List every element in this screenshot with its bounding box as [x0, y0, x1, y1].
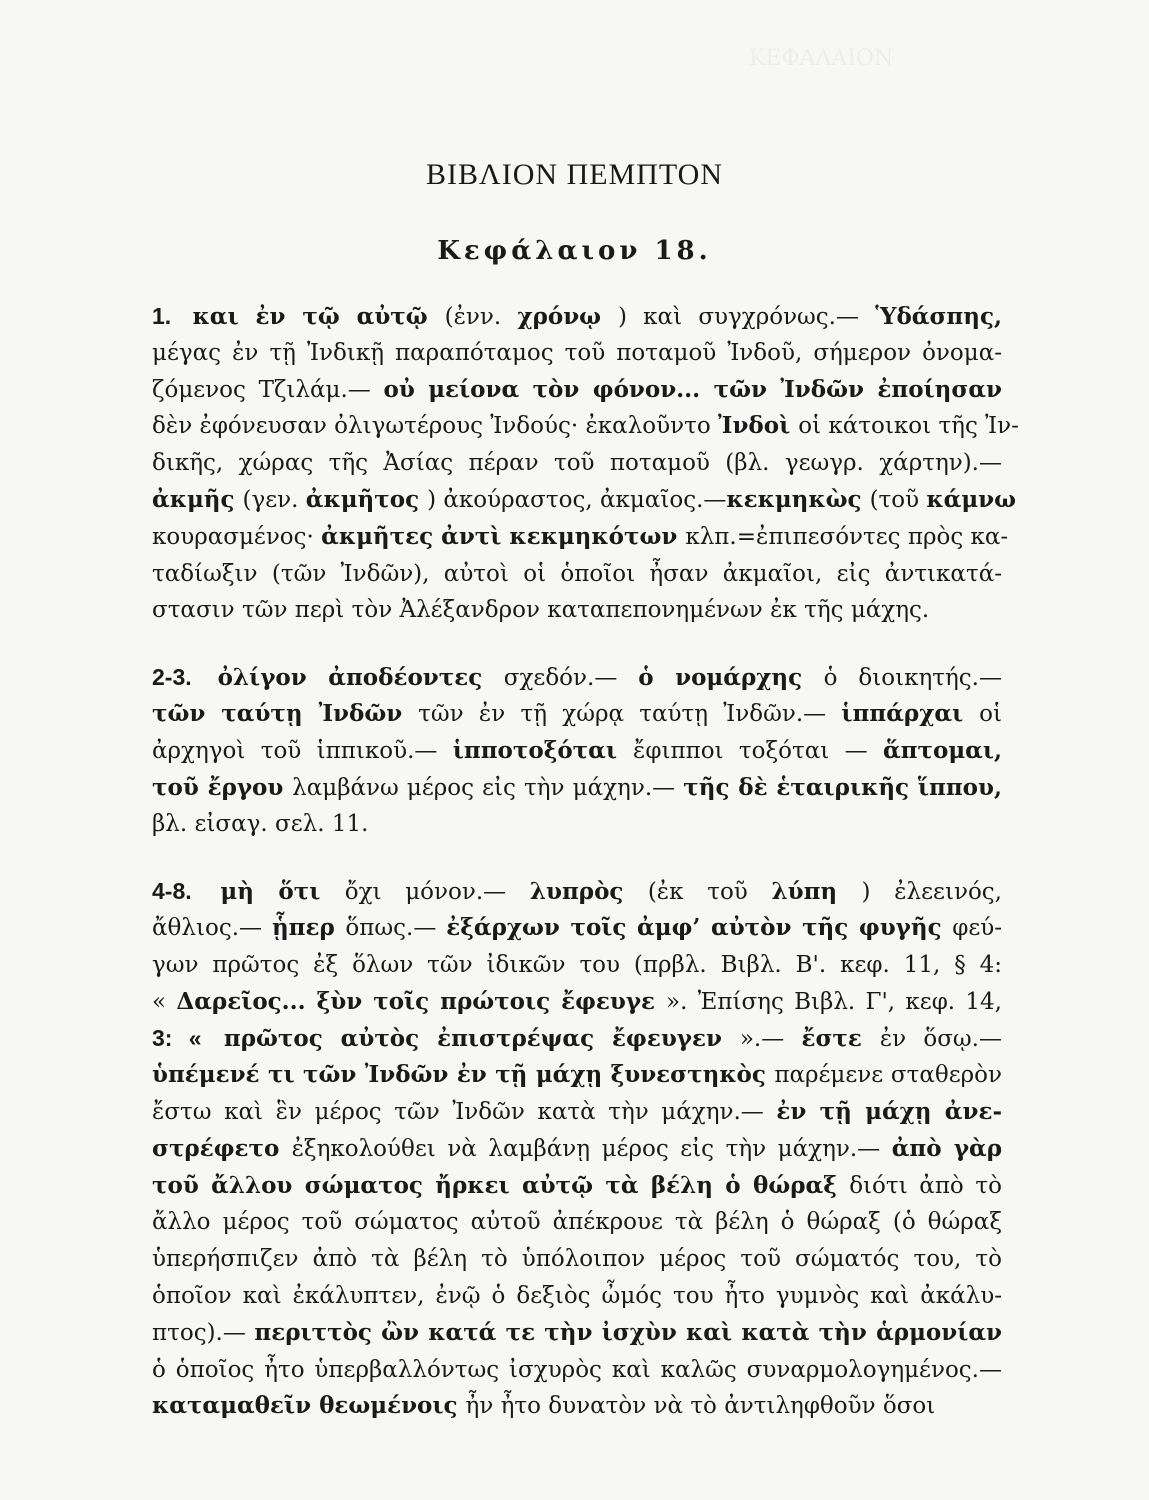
gloss-text: ταδίωξιν (τῶν Ἰνδῶν), αὐτοὶ οἱ ὁποῖοι ἦσαν ἀκμαῖοι, εἰς ἀντικατά- — [152, 560, 1002, 587]
text-line — [152, 873, 1002, 910]
section-gap — [152, 843, 1002, 873]
text-line — [152, 696, 1002, 733]
gloss-text: ἔστω καὶ ἓν μέρος τῶν Ἰνδῶν κατὰ τὴν μάχην.— — [152, 1098, 777, 1125]
lemma-term: ὁ νομάρχης — [638, 664, 824, 692]
text-line — [152, 770, 1002, 807]
lemma-term: οὐ μείονα τὸν φόνον... τῶν Ἰνδῶν ἐποίησαν — [383, 375, 1003, 403]
text-line — [152, 482, 1017, 519]
text-line — [152, 1315, 1002, 1352]
text-line — [152, 947, 1002, 984]
lemma-term: ἀκμῆς — [152, 485, 243, 513]
gloss-text: ἐν ὅσῳ.— — [879, 1026, 1002, 1053]
lemma-term: ἐξάρχων τοῖς ἀμφ’ αὐτὸν τῆς φυγῆς — [446, 913, 953, 941]
commentary-text — [152, 298, 1019, 1425]
gloss-text: δικῆς, χώρας τῆς Ἀσίας πέραν τοῦ ποταμοῦ (βλ. γεωγρ. χάρτην).— — [152, 450, 1002, 477]
gloss-text: (ἐνν. — [444, 304, 518, 330]
text-line — [152, 1352, 1002, 1389]
text-line — [152, 733, 1002, 770]
lemma-term: ἀπὸ γὰρ — [891, 1134, 1003, 1162]
lemma-term: πρῶτος αὐτὸς ἐπιστρέψας ἔφευγεν — [223, 1025, 740, 1053]
gloss-text: διότι ἀπὸ τὸ — [849, 1172, 1002, 1199]
gloss-text: ἔφιπποι τοξόται — — [633, 737, 883, 764]
gloss-text: ἄθλιος.— — [152, 914, 272, 941]
lemma-term: ᾗπερ — [271, 913, 346, 941]
gloss-text: μέγας ἐν τῇ Ἰνδικῇ παραπόταμος τοῦ ποταμοῦ Ἰνδοῦ, σήμερον ὀνομα- — [152, 339, 1002, 366]
gloss-text: ὄχι μόνον.— — [344, 879, 530, 906]
gloss-text: ) ἐλεεινός, — [861, 879, 1002, 906]
text-line — [152, 519, 1009, 556]
lemma-term: μὴ ὅτι — [220, 878, 345, 906]
lemma-term: ἀκμῆτος — [305, 485, 428, 513]
lemma-term: περιττὸς ὢν κατά τε τὴν ἰσχὺν καὶ κατὰ τὴν ἁρμονίαν — [254, 1318, 1002, 1346]
lemma-term: τοῦ ἔργου — [152, 773, 293, 801]
text-line — [152, 592, 1002, 629]
gloss-text: ὁ ὁποῖος ἦτο ὑπερβαλλόντως ἰσχυρὸς καὶ καλῶς συναρμολογημένος.— — [152, 1356, 1002, 1383]
lemma-term: καταμαθεῖν θεωμένοις — [152, 1392, 466, 1420]
lemma-term: κάμνω — [926, 485, 1017, 513]
section-number: 1. — [152, 303, 187, 329]
gloss-text: κουρασμένος· — [152, 523, 322, 550]
text-line — [152, 556, 1002, 593]
lemma-term: λύπη — [771, 878, 862, 906]
text-line — [152, 1020, 1002, 1057]
gloss-text: ». Ἐπίσης Βιβλ. Γ', κεφ. 14, — [666, 988, 1002, 1015]
lemma-term: Ἰνδοὶ — [717, 412, 799, 440]
text-line — [152, 1388, 1002, 1425]
section-number: 2-3. — [152, 664, 212, 691]
lemma-term: ὀλίγον ἀποδέοντες — [217, 664, 504, 692]
gloss-text: ζόμενος Τζιλάμ.— — [152, 376, 384, 403]
gloss-text: τῶν ἐν τῇ χώρᾳ ταύτῃ Ἰνδῶν.— — [418, 700, 842, 727]
text-line — [152, 1204, 1002, 1241]
gloss-text: ἄλλο μέρος τοῦ σώματος αὐτοῦ ἀπέκρουε τὰ βέλη ὁ θώραξ (ὁ θώραξ — [152, 1209, 1002, 1236]
gloss-text: πτος).— — [152, 1319, 255, 1346]
lemma-term: τῆς δὲ ἑταιρικῆς ἵππου, — [683, 773, 1002, 801]
lemma-term: λυπρὸς — [529, 878, 648, 906]
text-line — [152, 806, 1002, 843]
lemma-term: Δαρεῖος... ξὺν τοῖς πρώτοις ἔφευγε — [176, 987, 667, 1015]
text-line — [152, 298, 1002, 335]
gloss-text: ».— — [739, 1026, 802, 1053]
lemma-term: τοῦ ἄλλου σώματος ἤρκει αὐτῷ τὰ βέλη ὁ θώραξ — [152, 1171, 850, 1199]
gloss-text: λαμβάνω μέρος εἰς τὴν μάχην.— — [292, 774, 684, 801]
gloss-text: (τοῦ — [869, 486, 927, 513]
lemma-term: ἅπτομαι, — [882, 736, 1002, 764]
gloss-text: ὅπως.— — [345, 914, 447, 941]
text-line — [152, 408, 1019, 445]
text-line — [152, 1057, 1002, 1094]
lemma-term: ἔστε — [801, 1025, 880, 1053]
text-line — [152, 372, 1002, 409]
section-number: 4-8. — [152, 878, 215, 905]
gloss-text: ) καὶ συγχρόνως.— — [617, 304, 876, 330]
lemma-term: χρόνῳ — [517, 303, 618, 330]
gloss-text: ἀρχηγοὶ τοῦ ἱππικοῦ.— — [152, 737, 453, 764]
gloss-text: οἱ — [979, 700, 1002, 727]
section-number: 3: « — [152, 1025, 218, 1052]
lemma-term: ἐν τῇ μάχῃ ἀνε- — [776, 1097, 1002, 1125]
lemma-term: τῶν ταύτῃ Ἰνδῶν — [152, 699, 419, 727]
text-line — [152, 659, 1002, 696]
section-gap — [152, 629, 1002, 659]
gloss-text: ) ἀκούραστος, ἀκμαῖος.— — [427, 486, 727, 513]
text-line — [152, 1241, 1002, 1278]
gloss-text: (ἐκ τοῦ — [647, 879, 772, 906]
gloss-text: παρέμενε σταθερὸν — [774, 1062, 1002, 1089]
gloss-text: βλ. εἰσαγ. σελ. 11. — [152, 811, 369, 838]
text-line — [152, 910, 1002, 947]
gloss-text: ἦτο δυνατὸν νὰ τὸ ἀντιληφθοῦν ὅσοι — [500, 1393, 936, 1420]
lemma-term: στρέφετο — [152, 1134, 292, 1162]
gloss-text: δὲν ἐφόνευσαν ὀλιγωτέρους Ἰνδούς· ἐκαλοῦντο — [152, 413, 718, 440]
lemma-term: κεκμηκὼς — [726, 485, 870, 513]
lemma-term: ἱπποτοξόται — [452, 736, 634, 764]
text-line — [152, 1278, 1002, 1315]
text-line — [152, 1168, 1002, 1205]
gloss-text: (γεν. — [242, 486, 306, 513]
chapter-heading: Κεφάλαιον 18. — [437, 236, 712, 266]
gloss-text: ὑπερήσπιζεν ἀπὸ τὰ βέλη τὸ ὑπόλοιπον μέρος τοῦ σώματός του, τὸ — [152, 1246, 1002, 1273]
text-line — [152, 445, 1002, 482]
lemma-term: Ὑδάσπης, — [875, 303, 1003, 330]
gloss-text: ὁποῖον καὶ ἐκάλυπτεν, ἐνῷ ὁ δεξιὸς ὦμός του ἦτο γυμνὸς καὶ ἀκάλυ- — [152, 1282, 1002, 1309]
gloss-text: οἱ κάτοικοι τῆς Ἰν- — [798, 413, 1019, 440]
gloss-text: ἐξηκολούθει νὰ λαμβάνῃ μέρος εἰς τὴν μάχην.— — [291, 1135, 892, 1162]
gloss-text: ἦν — [465, 1393, 501, 1420]
gloss-text: στασιν τῶν περὶ τὸν Ἀλέξανδρον καταπεπονημένων ἐκ τῆς μάχης. — [152, 597, 930, 624]
lemma-term: και ἐν τῷ αὐτῷ — [192, 303, 445, 330]
gloss-text: σχεδόν.— — [503, 665, 639, 692]
gloss-text: φεύ- — [952, 914, 1002, 941]
lemma-term: ὑπέμενέ τι τῶν Ἰνδῶν ἐν τῇ μάχῃ ξυνεστηκὸς — [152, 1061, 775, 1089]
text-line — [152, 335, 1002, 372]
text-line — [152, 1131, 1002, 1168]
gloss-text: « — [152, 988, 177, 1015]
gloss-text: γων πρῶτος ἐξ ὅλων τῶν ἰδικῶν του (πρβλ. Βιβλ. Β'. κεφ. 11, § 4: — [152, 951, 1002, 978]
text-line — [152, 984, 1002, 1021]
text-line — [152, 1094, 1002, 1131]
book-title: ΒΙΒΛΙΟΝ ΠΕΜΠΤΟΝ — [425, 158, 724, 191]
lemma-term: ἱππάρχαι — [841, 699, 980, 727]
gloss-text: ὁ διοικητής.— — [823, 665, 1002, 692]
gloss-text: κλπ.=ἐπιπεσόντες πρὸς κα- — [685, 523, 1009, 550]
bleed-through-text — [749, 40, 1109, 78]
lemma-term: ἀκμῆτες ἀντὶ κεκμηκότων — [321, 522, 686, 550]
